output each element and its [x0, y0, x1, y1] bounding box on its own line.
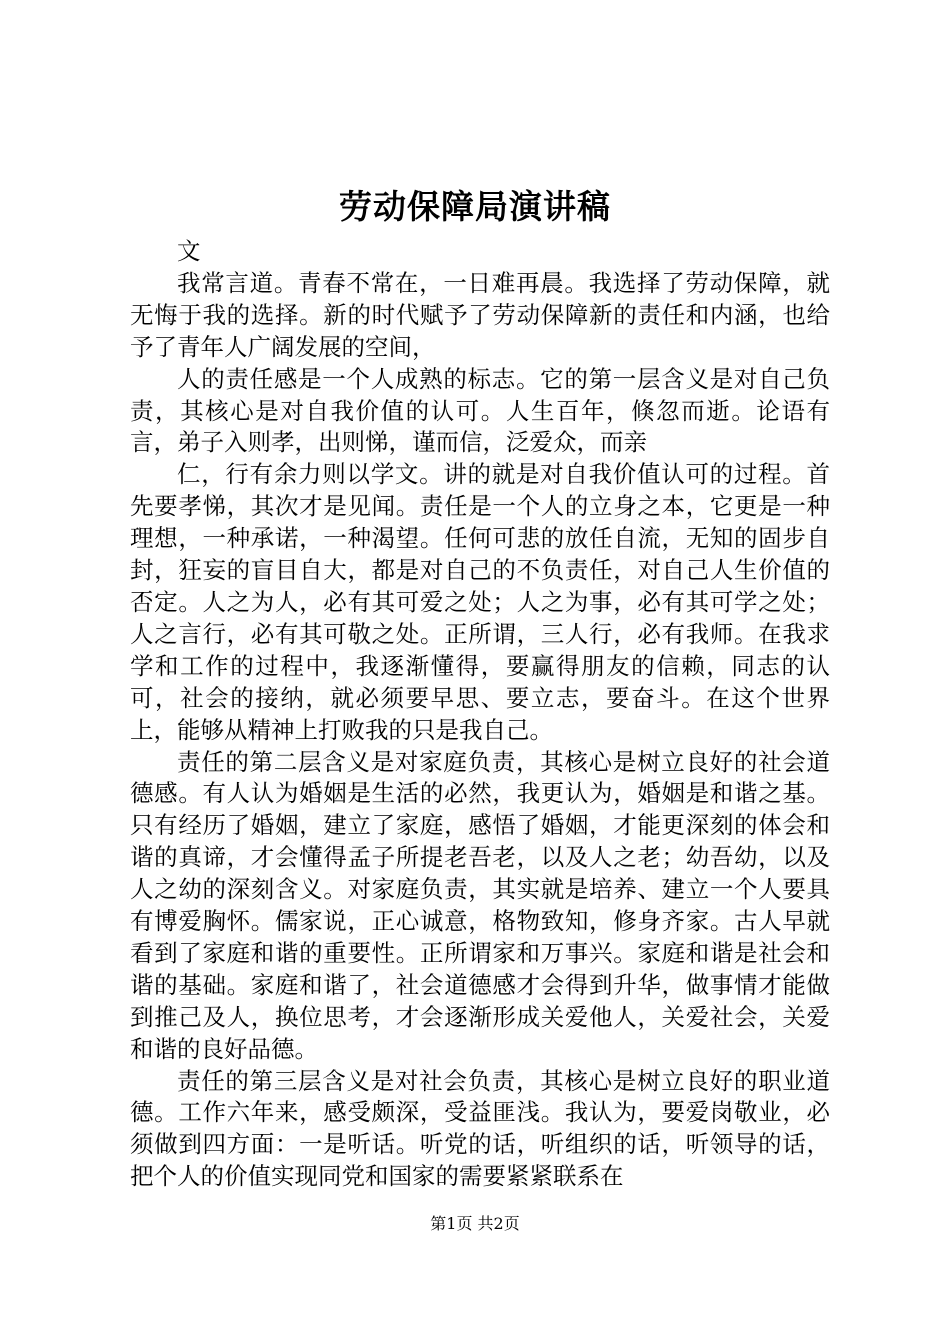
body-paragraph: 人的责任感是一个人成熟的标志。它的第一层含义是对自己负责，其核心是对自我价值的认可。人生百年，倏忽而逝。论语有言，弟子入则孝，出则悌，谨而信，泛爱众，而亲: [130, 364, 830, 457]
document-body: [130, 236, 830, 1193]
author-line: 文: [177, 237, 201, 265]
body-paragraph: 我常言道。青春不常在，一日难再晨。我选择了劳动保障，就无悔于我的选择。新的时代赋予了劳动保障新的责任和内涵，也给予了青年人广阔发展的空间，: [130, 268, 830, 361]
document-title: 劳动保障局演讲稿: [339, 187, 611, 226]
body-paragraph: 仁，行有余力则以学文。讲的就是对自我价值认可的过程。首先要孝悌，其次才是见闻。责任是一个人的立身之本，它更是一种理想，一种承诺，一种渴望。任何可悲的放任自流，无知的固步自封，狂妄的盲目自大，都是对自己的不负责任，对自己人生价值的否定。人之为人，必有其可爱之处；人之为事，必有其可学之处；人之言行，必有其可敬之处。正所谓，三人行，必有我师。在我求学和工作的过程中，我逐渐懂得，要赢得朋友的信赖，同志的认可，社会的接纳，就必须要早思、要立志，要奋斗。在这个世界上，能够从精神上打败我的只是我自己。: [130, 460, 830, 744]
body-paragraph: 责任的第二层含义是对家庭负责，其核心是树立良好的社会道德感。有人认为婚姻是生活的必然，我更认为，婚姻是和谐之基。只有经历了婚姻，建立了家庭，感悟了婚姻，才能更深刻的体会和谐的真谛，才会懂得孟子所提老吾老，以及人之老；幼吾幼，以及人之幼的深刻含义。对家庭负责，其实就是培养、建立一个人要具有博爱胸怀。儒家说，正心诚意，格物致知，修身齐家。古人早就看到了家庭和谐的重要性。正所谓家和万事兴。家庭和谐是社会和谐的基础。家庭和谐了，社会道德感才会得到升华，做事情才能做到推己及人，换位思考，才会逐渐形成关爱他人，关爱社会，关爱和谐的良好品德。: [130, 747, 830, 1063]
body-paragraph: 责任的第三层含义是对社会负责，其核心是树立良好的职业道德。工作六年来，感受颇深，受益匪浅。我认为，要爱岗敬业，必须做到四方面：一是听话。听党的话，听组织的话，听领导的话，把个人的价值实现同党和国家的需要紧紧联系在: [130, 1066, 830, 1191]
page-footer: 第1页 共2页: [430, 1214, 520, 1233]
